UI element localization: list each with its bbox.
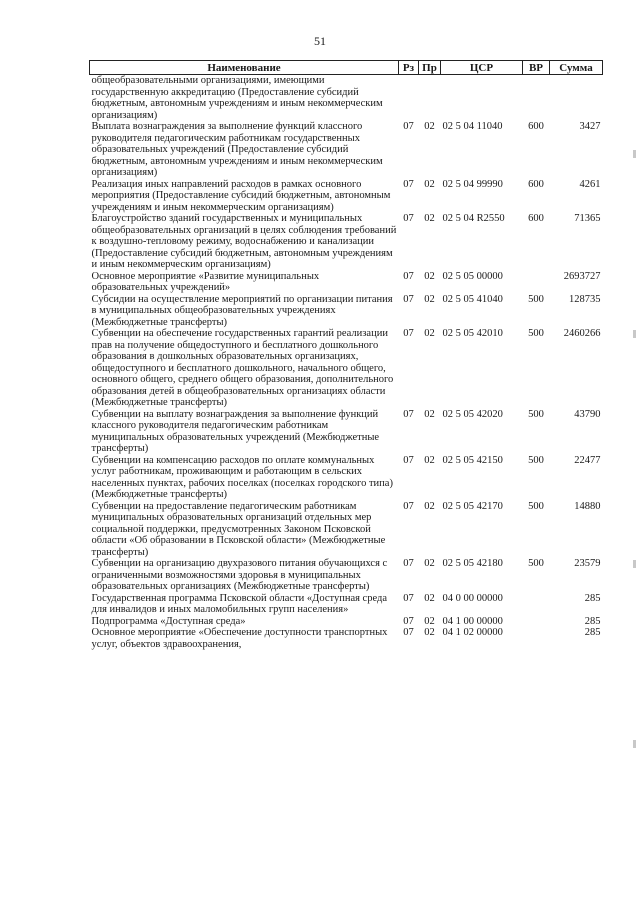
table-row: [90, 558, 603, 593]
cell-pr: 02: [424, 454, 435, 466]
cell-name: Субвенции на предоставление педагогическим работникам муниципальных образовательных организаций отдельных мер социальной поддержки, предусмотренных Законом Псковской области «Об образовании в Псковской области» (Межбюджетные трансферты): [91, 500, 386, 558]
cell-name: Субвенции на обеспечение государственных гарантий реализации прав на получение общедоступного и бесплатного дошкольного образования в дошкольных образовательных организациях, общедоступного и бесплатного дошкольного, начального общего, основного общего, среднего общего образования, дополнительного образования детей в общеобразовательных организациях области (Межбюджетные трансферты): [91, 328, 394, 408]
cell-name: Субвенции на выплату вознаграждения за выполнение функций классного руководителя педагогическим работникам муниципальных образовательных учреждений (Межбюджетные трансферты): [91, 408, 380, 454]
header-csr: ЦСР: [441, 61, 523, 75]
cell-name: Субвенции на организацию двухразового питания обучающихся с ограниченными возможностями здоровья в муниципальных образовательных организациях (Межбюджетные трансферты): [91, 558, 388, 592]
cell-pr: 02: [424, 328, 435, 339]
cell-pr: [419, 75, 441, 122]
cell-pr: 02: [424, 500, 435, 512]
cell-vr: [523, 271, 550, 294]
table-row: [90, 271, 603, 294]
cell-vr: [523, 616, 550, 628]
cell-sum: 285: [584, 592, 601, 604]
cell-rz: 07: [403, 328, 414, 339]
cell-sum: 3427: [579, 121, 601, 132]
table-header-row: [90, 61, 603, 75]
cell-csr: 04 0 00 00000: [442, 592, 503, 604]
cell-name: Реализация иных направлений расходов в рамках основного мероприятия (Предоставление субсидий бюджетным, автономным учреждениям и иным некоммерческим организациям): [91, 178, 391, 213]
cell-pr: 02: [424, 293, 435, 305]
cell-vr: [523, 627, 550, 650]
scan-edge-mark: [633, 150, 636, 158]
header-sum: Сумма: [550, 61, 603, 75]
cell-csr: 02 5 05 42010: [442, 328, 503, 339]
scan-edge-mark: [633, 740, 636, 748]
cell-rz: 07: [403, 293, 414, 305]
cell-name: Основное мероприятие «Обеспечение доступности транспортных услуг, объектов здравоохранения,: [91, 627, 388, 650]
cell-sum: 23579: [574, 558, 601, 569]
cell-rz: 07: [403, 178, 414, 190]
cell-sum: 285: [584, 627, 601, 638]
cell-name: Субсидии на осуществление мероприятий по организации питания в муниципальных общеобразовательных учреждениях (Межбюджетные трансферты): [91, 293, 393, 328]
cell-csr: 02 5 05 42180: [442, 558, 503, 569]
scan-edge-mark: [633, 330, 636, 338]
cell-vr: 500: [528, 454, 544, 466]
table-row: [90, 121, 603, 179]
cell-vr: [523, 593, 550, 616]
cell-name: общеобразовательными организациями, имеющими государственную аккредитацию (Предоставление субсидий бюджетным, автономным учреждениям и иным некоммерческим организациям): [91, 75, 383, 121]
page-number: 51: [314, 34, 326, 48]
cell-pr: 02: [424, 615, 435, 627]
cell-pr: 02: [424, 213, 435, 224]
cell-csr: 02 5 04 99990: [442, 178, 503, 190]
cell-vr: 500: [528, 408, 544, 420]
table-row: [90, 627, 603, 650]
cell-name: Подпрограмма «Доступная среда»: [91, 615, 246, 627]
cell-pr: 02: [424, 178, 435, 190]
cell-pr: 02: [424, 408, 435, 420]
cell-pr: 02: [424, 592, 435, 604]
budget-table: [89, 60, 603, 650]
cell-pr: 02: [424, 270, 435, 282]
cell-vr: 600: [528, 213, 544, 224]
cell-sum: 2460266: [563, 328, 601, 339]
table-row: [90, 75, 603, 122]
table-row: [90, 455, 603, 501]
table-row: [90, 213, 603, 271]
header-vr: ВР: [523, 61, 550, 75]
cell-vr: 500: [528, 293, 544, 305]
cell-csr: 04 1 02 00000: [442, 627, 503, 638]
cell-csr: 02 5 05 41040: [442, 293, 503, 305]
cell-csr: 02 5 05 42020: [442, 408, 503, 420]
cell-sum: 285: [584, 615, 601, 627]
cell-rz: 07: [403, 270, 414, 282]
table-row: [90, 409, 603, 455]
header-rz: Рз: [399, 61, 419, 75]
table-row: [90, 179, 603, 214]
cell-vr: 600: [528, 121, 544, 132]
cell-csr: [441, 75, 523, 122]
cell-csr: 02 5 04 R2550: [442, 213, 505, 224]
cell-sum: [550, 75, 603, 122]
cell-name: Основное мероприятие «Развитие муниципальных образовательных учреждений»: [91, 270, 320, 293]
cell-pr: 02: [424, 627, 435, 638]
cell-csr: 02 5 04 11040: [442, 121, 503, 132]
cell-sum: 2693727: [563, 270, 601, 282]
cell-rz: 07: [403, 454, 414, 466]
cell-vr: 500: [528, 558, 544, 569]
cell-vr: 500: [528, 328, 544, 339]
cell-pr: 02: [424, 121, 435, 132]
cell-rz: 07: [403, 500, 414, 512]
table-row: [90, 294, 603, 329]
cell-csr: 02 5 05 42170: [442, 500, 503, 512]
cell-vr: 500: [528, 500, 544, 512]
cell-rz: 07: [403, 408, 414, 420]
cell-rz: 07: [403, 558, 414, 569]
cell-sum: 22477: [574, 454, 601, 466]
cell-csr: 04 1 00 00000: [442, 615, 503, 627]
cell-pr: 02: [424, 558, 435, 569]
cell-sum: 71365: [574, 213, 601, 224]
cell-name: Субвенции на компенсацию расходов по оплате коммунальных услуг работникам, проживающим и работающим в сельских населенных пунктах, рабочих поселках (поселках городского типа) (Межбюджетные трансферты): [91, 454, 393, 500]
table-body: [90, 75, 603, 651]
header-name: Наименование: [90, 61, 399, 75]
header-pr: Пр: [419, 61, 441, 75]
cell-rz: 07: [403, 615, 414, 627]
cell-rz: 07: [403, 121, 414, 132]
cell-rz: 07: [403, 592, 414, 604]
table-row: [90, 616, 603, 628]
scan-edge-mark: [633, 560, 636, 568]
cell-rz: [399, 75, 419, 122]
cell-rz: 07: [403, 627, 414, 638]
cell-sum: 14880: [574, 500, 601, 512]
cell-name: Выплата вознаграждения за выполнение функций классного руководителя педагогическим работникам государственных образовательных учреждений (Предоставление субсидий бюджетным, автономным учреждениям и иным некоммерческим организациям): [91, 121, 383, 178]
cell-csr: 02 5 05 42150: [442, 454, 503, 466]
cell-sum: 128735: [569, 293, 601, 305]
cell-sum: 4261: [579, 178, 601, 190]
cell-rz: 07: [403, 213, 414, 224]
cell-vr: [523, 75, 550, 122]
cell-name: Благоустройство зданий государственных и муниципальных общеобразовательных организаций в целях соблюдения требований к воздушно-тепловому режиму, водоснабжению и канализации (Предоставление субсидий бюджетным, автономным учреждениям и иным некоммерческим организациям): [91, 213, 397, 270]
cell-vr: 600: [528, 178, 544, 190]
cell-name: Государственная программа Псковской области «Доступная среда для инвалидов и иных маломобильных групп населения»: [91, 592, 387, 615]
table-row: [90, 593, 603, 616]
table-row: [90, 328, 603, 409]
cell-sum: 43790: [574, 408, 601, 420]
cell-csr: 02 5 05 00000: [442, 270, 503, 282]
table-row: [90, 501, 603, 559]
